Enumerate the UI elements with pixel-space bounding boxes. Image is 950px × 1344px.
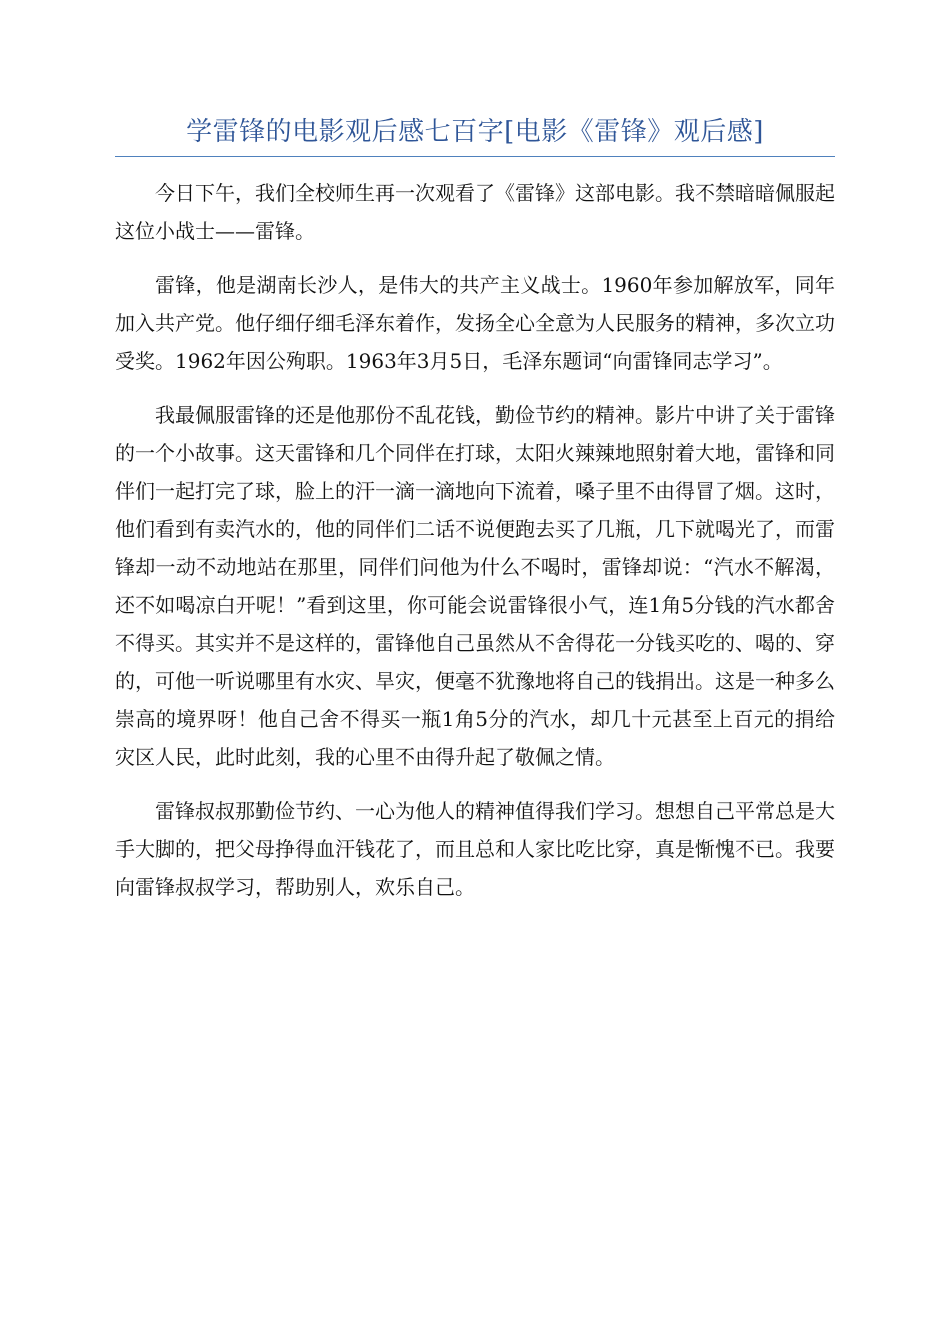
paragraph-2: 雷锋，他是湖南长沙人，是伟大的共产主义战士。1960年参加解放军，同年加入共产党。他仔细仔细毛泽东着作，发扬全心全意为人民服务的精神，多次立功受奖。1962年因公殉职。1963年3月5日，毛泽东题词“向雷锋同志学习”。 xyxy=(115,273,835,373)
page-title: 学雷锋的电影观后感七百字[电影《雷锋》观后感] xyxy=(186,117,764,147)
title-block xyxy=(115,112,835,157)
paragraph-4: 雷锋叔叔那勤俭节约、一心为他人的精神值得我们学习。想想自己平常总是大手大脚的，把父母挣得血汗钱花了，而且总和人家比吃比穿，真是惭愧不已。我要向雷锋叔叔学习，帮助别人，欢乐自己。 xyxy=(115,799,835,899)
paragraph-3: 我最佩服雷锋的还是他那份不乱花钱，勤俭节约的精神。影片中讲了关于雷锋的一个小故事。这天雷锋和几个同伴在打球，太阳火辣辣地照射着大地，雷锋和同伴们一起打完了球，脸上的汗一滴一滴地向下流着，嗓子里不由得冒了烟。这时，他们看到有卖汽水的，他的同伴们二话不说便跑去买了几瓶，几下就喝光了，而雷锋却一动不动地站在那里，同伴们问他为什么不喝时，雷锋却说：“汽水不解渴，还不如喝凉白开呢！”看到这里，你可能会说雷锋很小气，连1角5分钱的汽水都舍不得买。其实并不是这样的，雷锋他自己虽然从不舍得花一分钱买吃的、喝的、穿的，可他一听说哪里有水灾、旱灾，便毫不犹豫地将自己的钱捐出。这是一种多么崇高的境界呀！他自己舍不得买一瓶1角5分的汽水，却几十元甚至上百元的捐给灾区人民，此时此刻，我的心里不由得升起了敬佩之情。 xyxy=(115,403,835,769)
article-body xyxy=(115,174,835,922)
paragraph-1: 今日下午，我们全校师生再一次观看了《雷锋》这部电影。我不禁暗暗佩服起这位小战士——雷锋。 xyxy=(115,181,835,243)
